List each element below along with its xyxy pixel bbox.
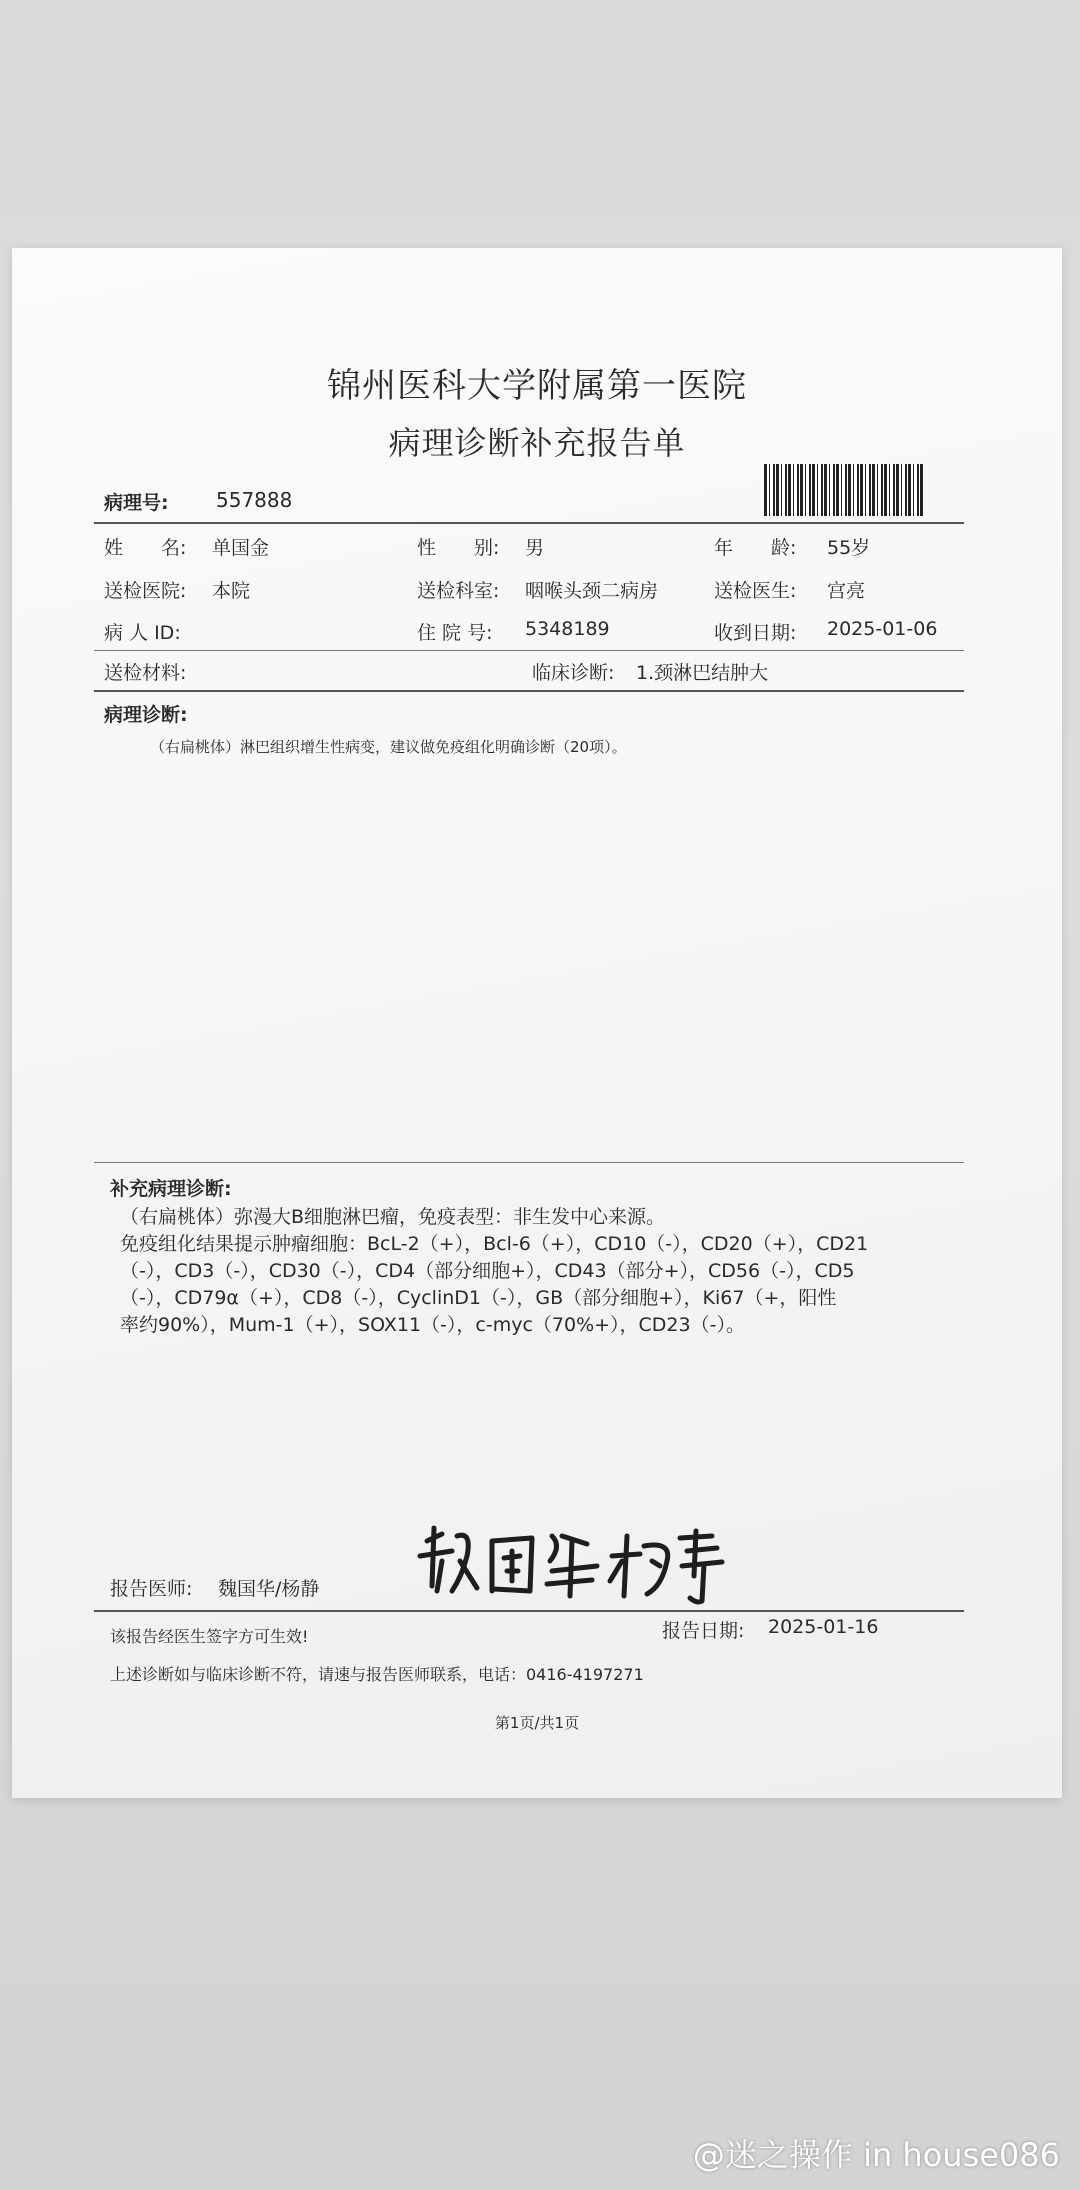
send-hospital-label: 送检医院: bbox=[104, 580, 187, 602]
age-label: 年 龄: bbox=[714, 537, 797, 559]
doctor-value: 宫亮 bbox=[827, 580, 866, 602]
name-label: 姓 名: bbox=[104, 537, 187, 559]
divider bbox=[94, 650, 964, 651]
pathology-no-label: 病理号: bbox=[104, 492, 169, 514]
hospital-name: 锦州医科大学附属第一医院 bbox=[327, 366, 747, 406]
watermark: @迷之操作 in house086 bbox=[692, 2136, 1060, 2174]
supplement-label: 补充病理诊断: bbox=[110, 1178, 232, 1200]
doctor-label: 送检医生: bbox=[714, 580, 797, 602]
inpatient-label: 住 院 号: bbox=[417, 622, 493, 644]
barcode bbox=[764, 464, 924, 516]
material-label: 送检材料: bbox=[104, 662, 187, 684]
patient-id-label: 病 人 ID: bbox=[104, 622, 181, 644]
name-value: 单国金 bbox=[212, 537, 270, 559]
received-label: 收到日期: bbox=[714, 622, 797, 644]
supplement-text bbox=[120, 1204, 868, 1339]
supplement-line: 率约90%），Mum-1（+），SOX11（-），c-myc（70%+），CD23（-）。 bbox=[120, 1314, 745, 1336]
sex-value: 男 bbox=[525, 537, 545, 559]
supplement-line: 免疫组化结果提示肿瘤细胞：BcL-2（+），Bcl-6（+），CD10（-），CD20（+），CD21 bbox=[120, 1233, 869, 1255]
pathology-no: 557888 bbox=[216, 488, 293, 512]
send-hospital-value: 本院 bbox=[212, 580, 251, 602]
page-info: 第1页/共1页 bbox=[494, 1714, 580, 1732]
diagnosis-label: 病理诊断: bbox=[104, 704, 188, 726]
signature-note: 该报告经医生签字方可生效! bbox=[110, 1627, 309, 1646]
supplement-line: （-），CD79α（+），CD8（-），CyclinD1（-），GB（部分细胞+），Ki67（+，阳性 bbox=[120, 1287, 837, 1309]
dept-value: 咽喉头颈二病房 bbox=[525, 580, 659, 602]
report-date-value: 2025-01-16 bbox=[768, 1616, 879, 1638]
inpatient-value: 5348189 bbox=[525, 618, 610, 640]
clinical-value: 1.颈淋巴结肿大 bbox=[636, 662, 769, 684]
sex-label: 性 别: bbox=[417, 537, 500, 559]
report-date-label: 报告日期: bbox=[662, 1620, 745, 1642]
age-value: 55岁 bbox=[827, 537, 871, 559]
dept-label: 送检科室: bbox=[417, 580, 500, 602]
divider bbox=[94, 1162, 964, 1163]
clinical-label: 临床诊断: bbox=[532, 662, 615, 684]
supplement-line: （-），CD3（-），CD30（-），CD4（部分细胞+），CD43（部分+），CD56（-），CD5 bbox=[120, 1260, 855, 1282]
reporter-value: 魏国华/杨静 bbox=[218, 1578, 320, 1600]
contact-note: 上述诊断如与临床诊断不符，请速与报告医师联系，电话：0416-4197271 bbox=[110, 1665, 644, 1684]
divider bbox=[94, 1610, 964, 1612]
diagnosis-text: （右扁桃体）淋巴组织增生性病变，建议做免疫组化明确诊断（20项）。 bbox=[150, 738, 627, 756]
divider bbox=[94, 522, 964, 524]
doctor-signature bbox=[412, 1516, 752, 1606]
report-title: 病理诊断补充报告单 bbox=[388, 424, 686, 462]
divider bbox=[94, 690, 964, 692]
report-paper bbox=[12, 248, 1062, 1798]
received-value: 2025-01-06 bbox=[827, 618, 938, 640]
supplement-line: （右扁桃体）弥漫大B细胞淋巴瘤，免疫表型：非生发中心来源。 bbox=[120, 1206, 666, 1228]
reporter-label: 报告医师: bbox=[110, 1578, 193, 1600]
